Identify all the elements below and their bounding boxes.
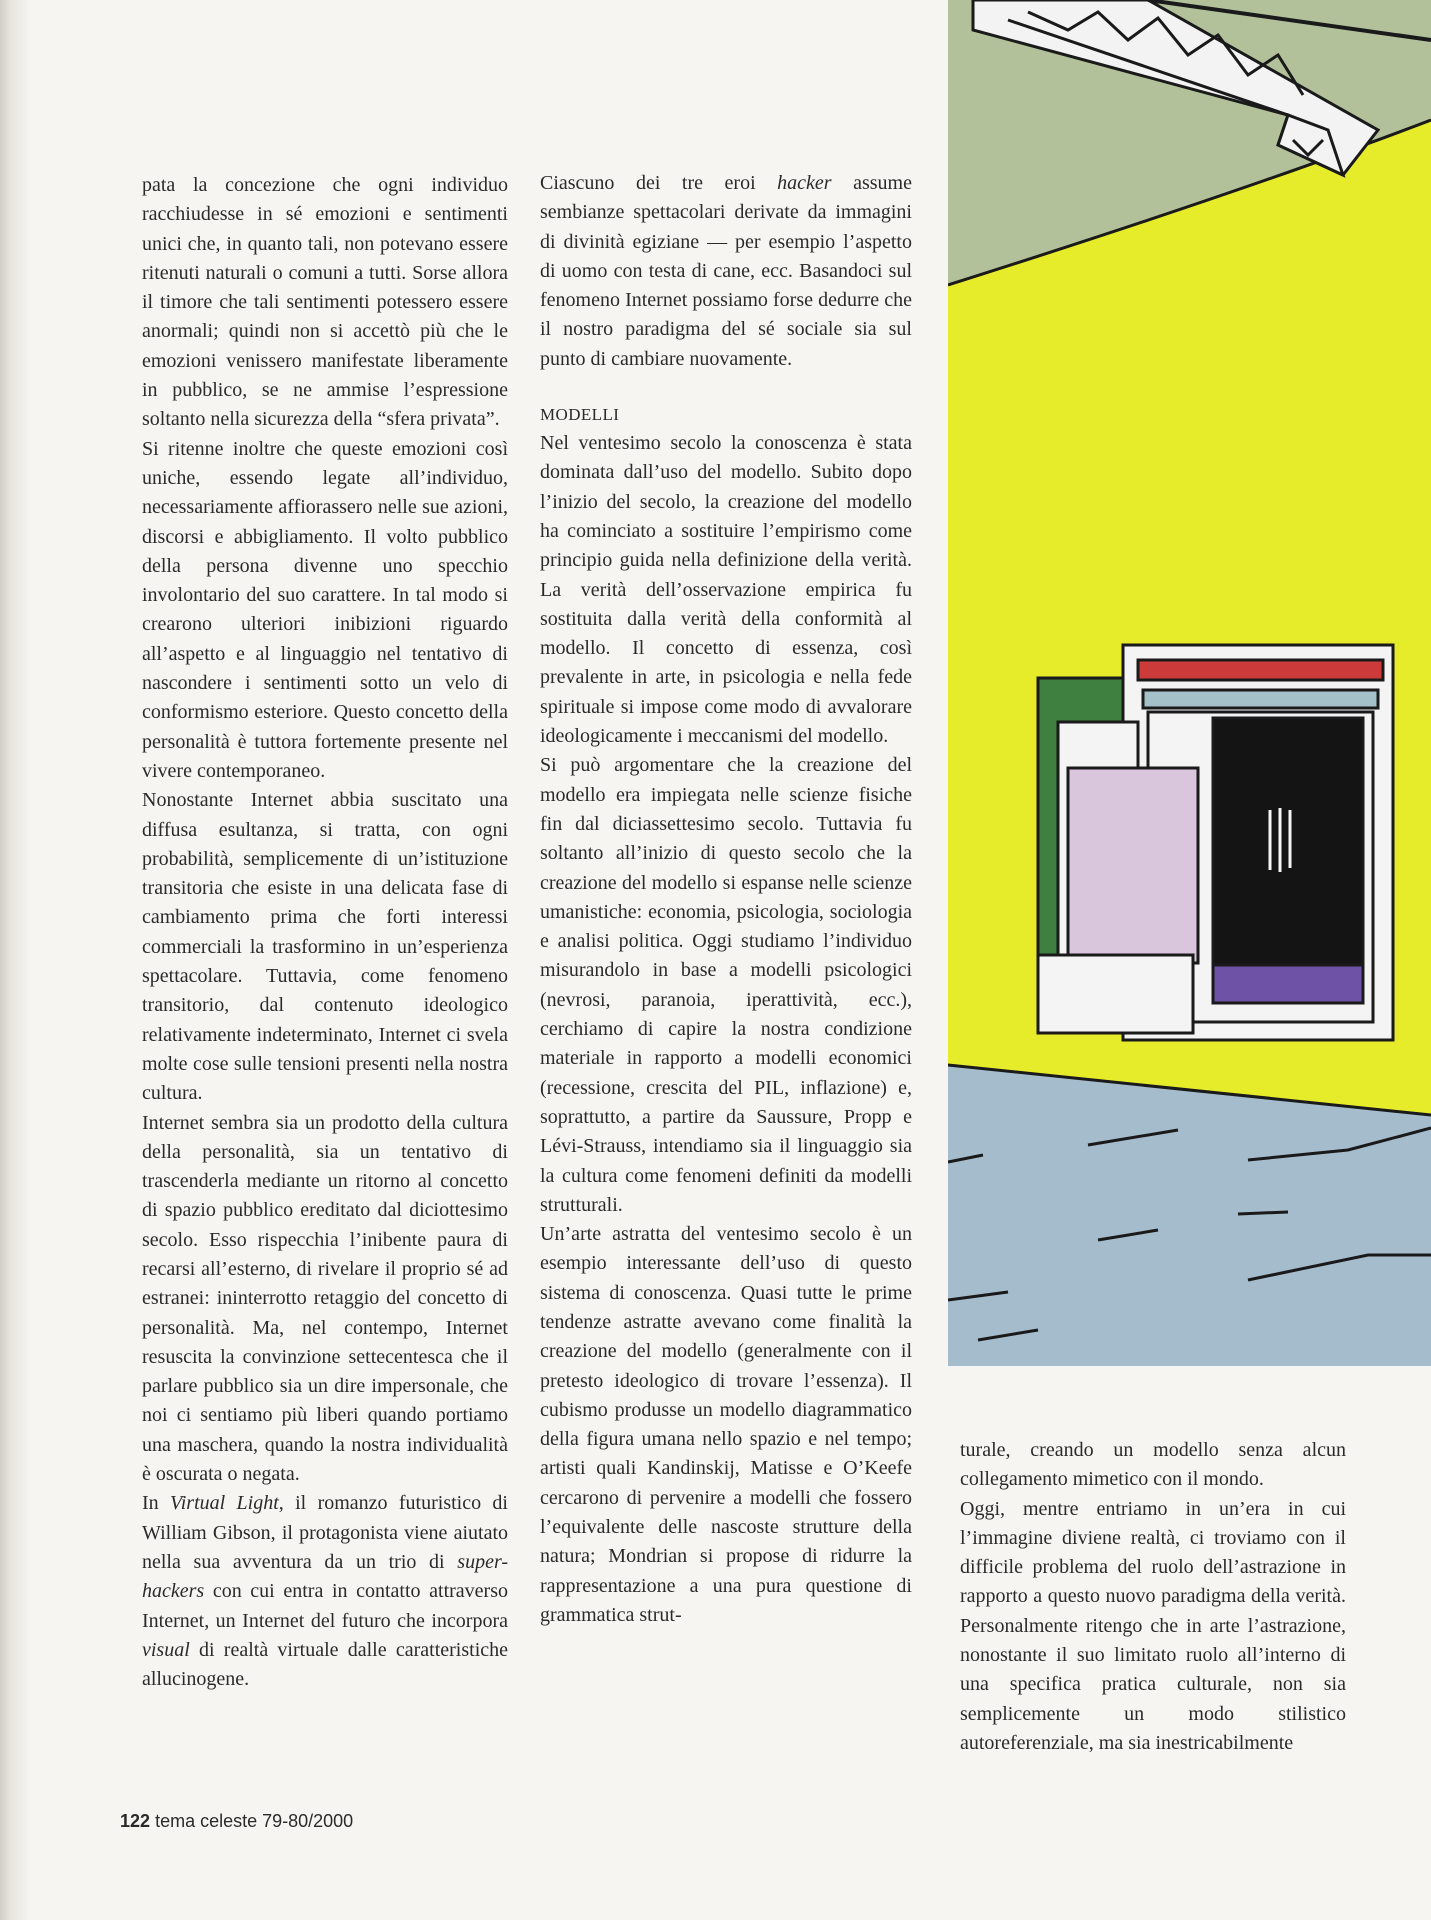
paragraph: Un’arte astratta del ventesimo secolo è un esempio interessante dell’uso di questo sistema di conoscenza. Quasi tutte le prime tendenze astratte avevano come finalità la creazione del modello (generalmente con il pretesto ideologico di trovare l’essenza). Il cubismo produsse un modello diagrammatico della figura umana nello spazio e nel tempo; artisti quali Kandinskij, Matisse e O’Keefe cercarono di pervenire a modelli che fossero l’equivalente delle nascoste strutture della natura; Mondrian si propose di ridurre la rappresentazione a una pura questione di grammatica strut-: [540, 1223, 912, 1626]
term-italic: hacker: [777, 172, 832, 194]
term-italic: visual: [142, 1638, 190, 1661]
publication-name: tema celeste 79-80/2000: [155, 1811, 354, 1831]
paragraph: turale, creando un modello senza alcun collegamento mimetico con il mondo.: [960, 1439, 1346, 1491]
page-footer: [120, 1811, 353, 1832]
page-number: 122: [120, 1811, 151, 1831]
section-heading: MODELLI: [540, 405, 620, 425]
text-column-2: [540, 169, 912, 1630]
paragraph: Si può argomentare che la creazione del modello era impiegata nelle scienze fisiche fin dal diciassettesimo secolo. Tuttavia fu soltanto all’inizio di questo secolo che la creazione del modello si espanse nelle scienze umanistiche: economia, psicologia, sociologia e analisi politica. Oggi studiamo l’individuo misurandolo in base a modelli psicologici (nevrosi, paranoia, iperattività, ecc.), cerchiamo di capire la nostra condizione materiale in rapporto a modelli economici (recessione, crescita del PIL, inflazione) e, soprattutto, a partire da Saussure, Propp e Lévi-Strauss, intendiamo sia il linguaggio sia la cultura come fenomeni definiti da modelli strutturali.: [540, 754, 912, 1216]
paragraph: Nel ventesimo secolo la conoscenza è stata dominata dall’uso del modello. Subito dopo l’inizio del secolo, la creazione del modello ha cominciato a sostituire l’empirismo come principio guida nella definizione della verità. La verità dell’osservazione empirica fu sostituita dalla verità della conformità al modello. Il concetto di essenza, così prevalente in arte, in psicologia e nella fede spirituale si impose come modo di avvalorare ideologicamente i meccanismi del modello.: [540, 432, 912, 748]
paragraph: Si ritenne inoltre che queste emozioni così uniche, essendo legate all’individuo, necessariamente affiorassero nelle sue azioni, discorsi e abbigliamento. Il volto pubblico della persona divenne uno specchio involontario del suo carattere. In tal modo si crearono ulteriori inibizioni riguardo all’aspetto e al linguaggio nel tentativo di nascondere i sentimenti sotto un velo di conformismo esteriore. Questo concetto della personalità è tuttora fortemente presente nel vivere contemporaneo.: [142, 437, 508, 782]
paragraph: In Virtual Light, il romanzo futuristico di William Gibson, il protagonista viene aiutato nella sua avventura da un trio di super-hackers con cui entra in contatto attraverso Internet, un Internet del futuro che incorpora visual di realtà virtuale dalle caratteristiche allucinogene.: [142, 1492, 508, 1691]
text-column-1: [142, 171, 508, 1694]
paragraph: Oggi, mentre entriamo in un’era in cui l’immagine diviene realtà, ci troviamo con il difficile problema del ruolo dell’astrazione in rapporto a questo nuovo paradigma della verità. Personalmente ritengo che in arte l’astrazione, nonostante il suo limitato ruolo all’interno di una specifica pratica culturale, non sia semplicemente un modo stilistico autoreferenziale, ma sia inestricabilmente: [960, 1497, 1346, 1754]
paragraph: pata la concezione che ogni individuo racchiudesse in sé emozioni e sentimenti unici che, in quanto tali, non potevano essere ritenuti naturali o comuni a tutti. Sorse allora il timore che tali sentimenti potessero essere anormali; quindi non si accettò più che le emozioni venissero manifestate liberamente in pubblico, se ne ammise l’espressione soltanto nella sicurezza della “sfera privata”.: [142, 174, 508, 431]
book-title: Virtual Light: [170, 1492, 279, 1515]
paragraph: Internet sembra sia un prodotto della cultura della personalità, sia un tentativo di trascenderla mediante un ritorno al concetto di spazio pubblico ereditato dal diciottesimo secolo. Esso rispecchia l’inibente paura di recarsi all’esterno, di rivelare il proprio sé ad estranei: ininterrotto retaggio del concetto di personalità. Ma, nel contempo, Internet resuscita la convinzione settecentesca che il parlare pubblico sia un dire impersonale, che noi ci sentiamo più liberi quando portiamo una maschera, quando la nostra individualità è oscurata o negata.: [142, 1111, 508, 1486]
text-column-3: [960, 1436, 1346, 1758]
paragraph: Nonostante Internet abbia suscitato una diffusa esultanza, si tratta, con ogni probabilità, semplicemente di un’istituzione transitoria che esiste in una delicata fase di cambiamento prima che forti interessi commerciali la trasformino in un’esperienza spettacolare. Tuttavia, come fenomeno transitorio, dal contenuto ideologico relativamente indeterminato, Internet ci svela molte cose sulle tensioni presenti nella nostra cultura.: [142, 789, 508, 1105]
artwork-svg: [948, 0, 1431, 1366]
term-italic: super-hackers: [142, 1550, 508, 1603]
window-composition: [1038, 645, 1393, 1040]
floor-area: [948, 1065, 1431, 1366]
artwork-illustration: [948, 0, 1431, 1366]
book-spine-shadow: [0, 0, 30, 1920]
paragraph: Ciascuno dei tre eroi hacker assume sembianze spettacolari derivate da immagini di divinità egiziane — per esempio l’aspetto di uomo con testa di cane, ecc. Basandoci sul fenomeno Internet possiamo forse dedurre che il nostro paradigma del sé sociale sia sul punto di cambiare nuovamente.: [540, 172, 912, 370]
